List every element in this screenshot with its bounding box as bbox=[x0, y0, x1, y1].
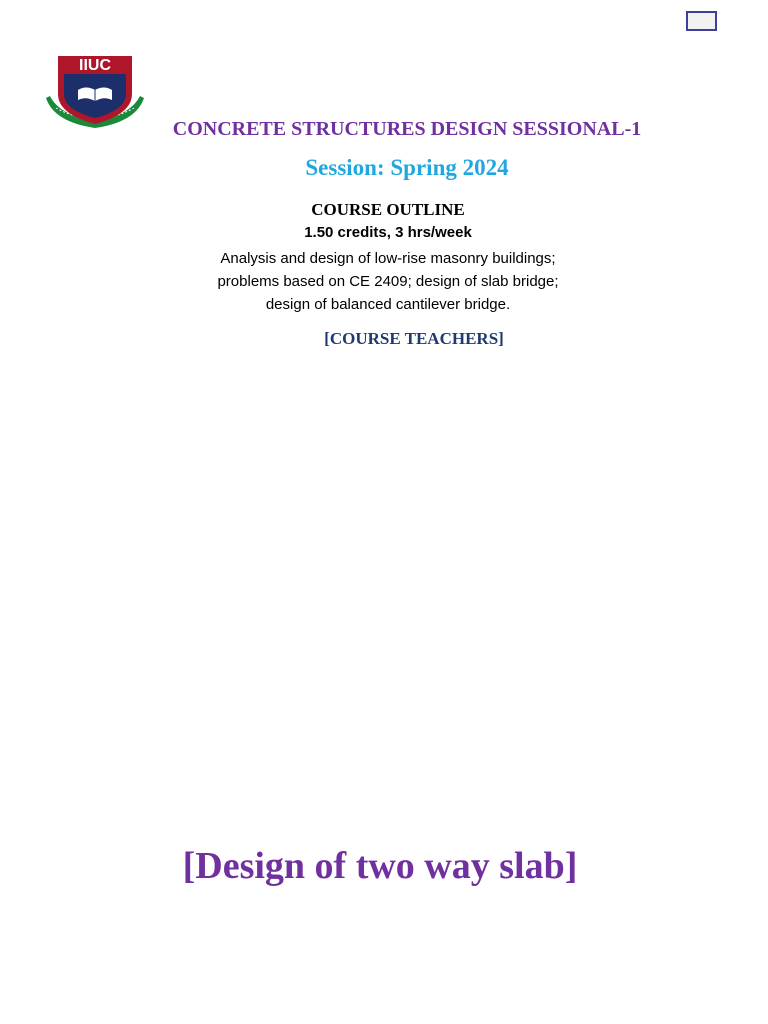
course-title: CONCRETE STRUCTURES DESIGN SESSIONAL-1 bbox=[172, 118, 642, 140]
description-line: Analysis and design of low-rise masonry buildings; bbox=[220, 250, 556, 267]
course-teachers-label: [COURSE TEACHERS] bbox=[324, 329, 504, 348]
description-line: problems based on CE 2409; design of slab bridge; bbox=[217, 273, 559, 290]
description-line: design of balanced cantilever bridge. bbox=[265, 296, 511, 313]
credits-text: 1.50 credits, 3 hrs/week bbox=[304, 224, 472, 241]
logo-text: IIUC bbox=[79, 57, 111, 74]
session-label: Session: Spring 2024 bbox=[305, 155, 509, 180]
corner-box bbox=[686, 11, 717, 31]
topic-title: [Design of two way slab] bbox=[182, 845, 578, 887]
course-description bbox=[0, 247, 768, 316]
outline-heading: COURSE OUTLINE bbox=[311, 200, 465, 219]
